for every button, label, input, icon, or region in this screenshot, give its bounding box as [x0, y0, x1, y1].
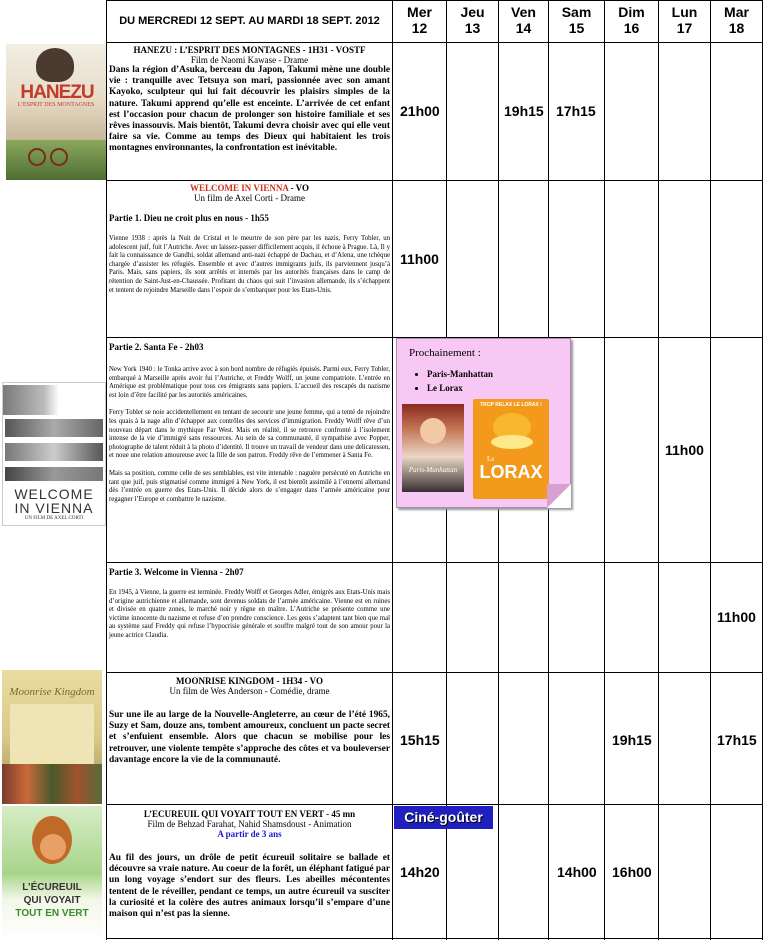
ecureuil-description — [109, 809, 390, 920]
showtime-hanezu-ven[interactable]: 19h15 — [504, 103, 544, 119]
film-credit: Film de Naomi Kawase - Drame — [190, 55, 309, 65]
part-synopsis: En 1945, à Vienne, la guerre est terminée. Freddy Wolff et Georges Adler, émigrés aux Etats-Unis mais d’origine autrichienne et allemande, sont devenus soldats de l’armée américaine. Vienne est en ruines et divisée en quatre zones, le marché noir y règne en maître. L’Autriche se présente comme une victime innocente du nazisme et refuse d’en prendre conscience. Les gens s’adaptent tant bien que mal au système sauf Freddy qui refuse l’hypocrisie générale et souffre malgré tout de son amour pour la jeune actrice Claudia. — [109, 589, 390, 639]
showtime-vienna3-mar[interactable]: 11h00 — [717, 609, 756, 625]
film-credit: Film de Behzad Farahat, Nahid Shamsdoust - Animation — [147, 819, 352, 829]
lorax-poster: TROP RELAX LE LORAX ! Le LORAX — [473, 399, 549, 499]
vienna-part1-description: WELCOME IN VIENNA - VO Un film de Axel Corti - Drame Partie 1. Dieu ne croit plus en nous - 1h55 Vienne 1938 : après la Nuit de Cristal et le meurtre de son père par les nazis, Ferry Tobler, un adolescent juif, fuit l’Autriche. Avec un laissez-passer difficilement acquis, il échoue à Prague. Là, Il y fait la connaissance de Gandhi, soldat allemand anti-nazi échappé de Dachau, et d’Alena, une tchèque chargée d’assister les réfugiés. Ensemble et avec d’autres immigrants juifs, ils parviennent jusqu’à Paris. Mais, sans papiers, ils sont arrêtés et internés par les autorités françaises dans le camp de rétention de Saint-Just-en-Chaussée. Profitant du chaos qui suit l’invasion allemande, ils s’échappent et tentent de rejoindre Marseille dans l’espoir de s’embarquer pour les Etats-Unis. — [109, 183, 390, 294]
film-synopsis: Au fil des jours, un drôle de petit écureuil solitaire se ballade et découvre sa vraie nature. Au coeur de la forêt, un éléphant fatigué par un long voyage s’endort sur des fleurs. Les abeilles mécontentes tentent de le réveiller, pendant ce temps, un autre écureuil va susciter la curiosité et la colère des autres animaux lorsqu’il s’empare d’une maison qui n’est pas la sienne. — [109, 853, 390, 920]
vienna-poster: WELCOME IN VIENNA UN FILM DE AXEL CORTI — [2, 382, 106, 526]
list-item: • Paris-Manhattan — [427, 369, 570, 379]
part-title: Partie 2. Santa Fe - 2h03 — [109, 342, 204, 352]
showtime-moonrise-dim[interactable]: 19h15 — [612, 732, 652, 748]
cine-gouter-badge: Ciné-goûter — [394, 806, 493, 829]
coming-soon-list — [397, 369, 570, 393]
list-item: • Le Lorax — [427, 383, 570, 393]
day-header-lun: Lun 17 — [671, 4, 698, 36]
moonrise-poster: Moonrise Kingdom — [2, 670, 102, 804]
showtime-ecureuil-dim[interactable]: 16h00 — [612, 864, 652, 880]
ecureuil-poster: L’ÉCUREUIL QUI VOYAIT TOUT EN VERT — [2, 806, 102, 940]
film-title: WELCOME IN VIENNA — [189, 183, 289, 193]
showtime-vienna2-lun[interactable]: 11h00 — [665, 442, 704, 458]
showtime-ecureuil-mer[interactable]: 14h20 — [400, 864, 440, 880]
showtime-hanezu-sam[interactable]: 17h15 — [556, 103, 596, 119]
vienna-part2-description: Partie 2. Santa Fe - 2h03 New York 1940 : le Tonka arrive avec à son bord nombre de réfugiés épuisés. Parmi eux, Ferry Tobler, embarqué à Marseille après avoir fui l’Autriche, et Freddy Wolff, un jeune compatriote. L’entrée en Amérique est problématique pour tous ces émigrants sans papiers. L’accueil des rescapés du nazisme est loin d’être facilité par les autorités américaines. Ferry Tobler se noie accidentellement en tentant de secourir une jeune femme, qui a tenté de rejoindre les quais à la nage afin d’échapper aux contrôles des services d’immigration. Freddy Wolff rêve d’un nouveau départ dans le mythique Far West. Mais en réalité, il se retrouve confronté à l’isolement intense de la vie d’immigré sans ressources. Au sein de sa communauté, il sympathise avec Popper, photographe de talent réduit à la photo d’identité. Il trouve un travail de vendeur dans une delicatessen, et noue une relation amoureuse avec la fille de son patron. Freddy rêve de l’emmener à Santa Fe. Mais sa position, comme celle de ses semblables, est vite intenable : naguère persécuté en Autriche en tant que juif, puis stigmatisé comme immigré à New York, il est bientôt assimilé à l’ennemi allemand dès l’entrée en guerre des Etats-Unis. Il décide alors de s’engager dans l’armée américaine pour regagner l’Europe et combattre le nazisme. — [109, 342, 390, 503]
day-header-jeu: Jeu 13 — [460, 4, 485, 36]
coming-soon-note — [396, 338, 571, 508]
showtime-moonrise-mar[interactable]: 17h15 — [717, 732, 757, 748]
showtime-hanezu-mer[interactable]: 21h00 — [400, 103, 440, 119]
showtime-vienna1-mer[interactable]: 11h00 — [400, 251, 439, 267]
film-title: L’ECUREUIL QUI VOYAIT TOUT EN VERT - 45 mn — [143, 809, 356, 819]
day-header-ven: Ven 14 — [511, 4, 536, 36]
coming-soon-title: Prochainement : — [409, 347, 481, 359]
hanezu-poster: HANEZU L’ESPRIT DES MONTAGNES — [6, 44, 106, 180]
hanezu-description — [109, 45, 390, 155]
film-credit: Un film de Axel Corti - Drame — [194, 193, 305, 203]
film-credit: Un film de Wes Anderson - Comédie, drame — [169, 686, 330, 696]
film-synopsis: Sur une île au large de la Nouvelle-Angleterre, au cœur de l’été 1965, Suzy et Sam, douze ans, tombent amoureux, concluent un pacte secret et s’enfuient ensemble. Alors que chacun se mobilise pour les retrouver, une violente tempête s’approche des côtes et va bouleverser davantage encore la vie de la communauté. — [109, 710, 390, 765]
paris-manhattan-poster: Paris-Manhattan — [402, 404, 464, 492]
day-header-mar: Mar 18 — [724, 4, 749, 36]
part-synopsis: Vienne 1938 : après la Nuit de Cristal et le meurtre de son père par les nazis, Ferry Tobler, un adolescent juif, fuit l’Autriche. Avec un laissez-passer difficilement acquis, il échoue à Prague. Là, Il y fait la connaissance de Gandhi, soldat allemand anti-nazi échappé de Dachau, et d’Alena, une tchèque chargée d’assister les réfugiés. Ensemble et avec d’autres immigrants juifs, ils parviennent jusqu’à Paris. Mais, sans papiers, ils sont arrêtés et internés par les autorités françaises dans le camp de rétention de Saint-Just-en-Chaussée. Profitant du chaos qui suit l’invasion allemande, ils s’échappent et tentent de rejoindre Marseille dans l’espoir de s’embarquer pour les Etats-Unis. — [109, 235, 390, 294]
showtime-moonrise-mer[interactable]: 15h15 — [400, 732, 440, 748]
showtime-ecureuil-sam[interactable]: 14h00 — [557, 864, 597, 880]
film-synopsis: Dans la région d’Asuka, berceau du Japon, Takumi mène une double vie : tranquille avec Tetsuya son mari, passionnée avec son amant Kayoko, sculpteur qui lui fait découvrir les plaisirs simples de la nature. Takumi apprend qu’elle est enceinte. L’arrivée de cet enfant est l’occasion pour chacun de prolonger son histoire familiale et ses rêves inassouvis. Mais bientôt, Takumi devra choisir avec qui elle veut faire sa vie. Comme au temps des Dieux qui habitaient les trois montagnes environnantes, la confrontation est inévitable. — [109, 65, 390, 154]
part-title: Partie 3. Welcome in Vienna - 2h07 — [109, 567, 244, 577]
moonrise-description — [109, 676, 390, 766]
day-header-sam: Sam 15 — [561, 4, 592, 36]
vienna-part3-description — [109, 565, 390, 641]
part-title: Partie 1. Dieu ne croit plus en nous - 1h55 — [109, 213, 269, 223]
day-header-mer: Mer 12 — [407, 4, 432, 36]
film-title: MOONRISE KINGDOM - 1H34 - VO — [176, 676, 323, 686]
age-rating: A partir de 3 ans — [217, 829, 282, 839]
day-header-dim: Dim 16 — [618, 4, 645, 36]
film-title: HANEZU : L’ESPRIT DES MONTAGNES - 1H31 - VOSTF — [133, 45, 366, 55]
date-range-header: DU MERCREDI 12 SEPT. AU MARDI 18 SEPT. 2012 — [119, 15, 380, 27]
page-curl-corner — [547, 484, 571, 508]
